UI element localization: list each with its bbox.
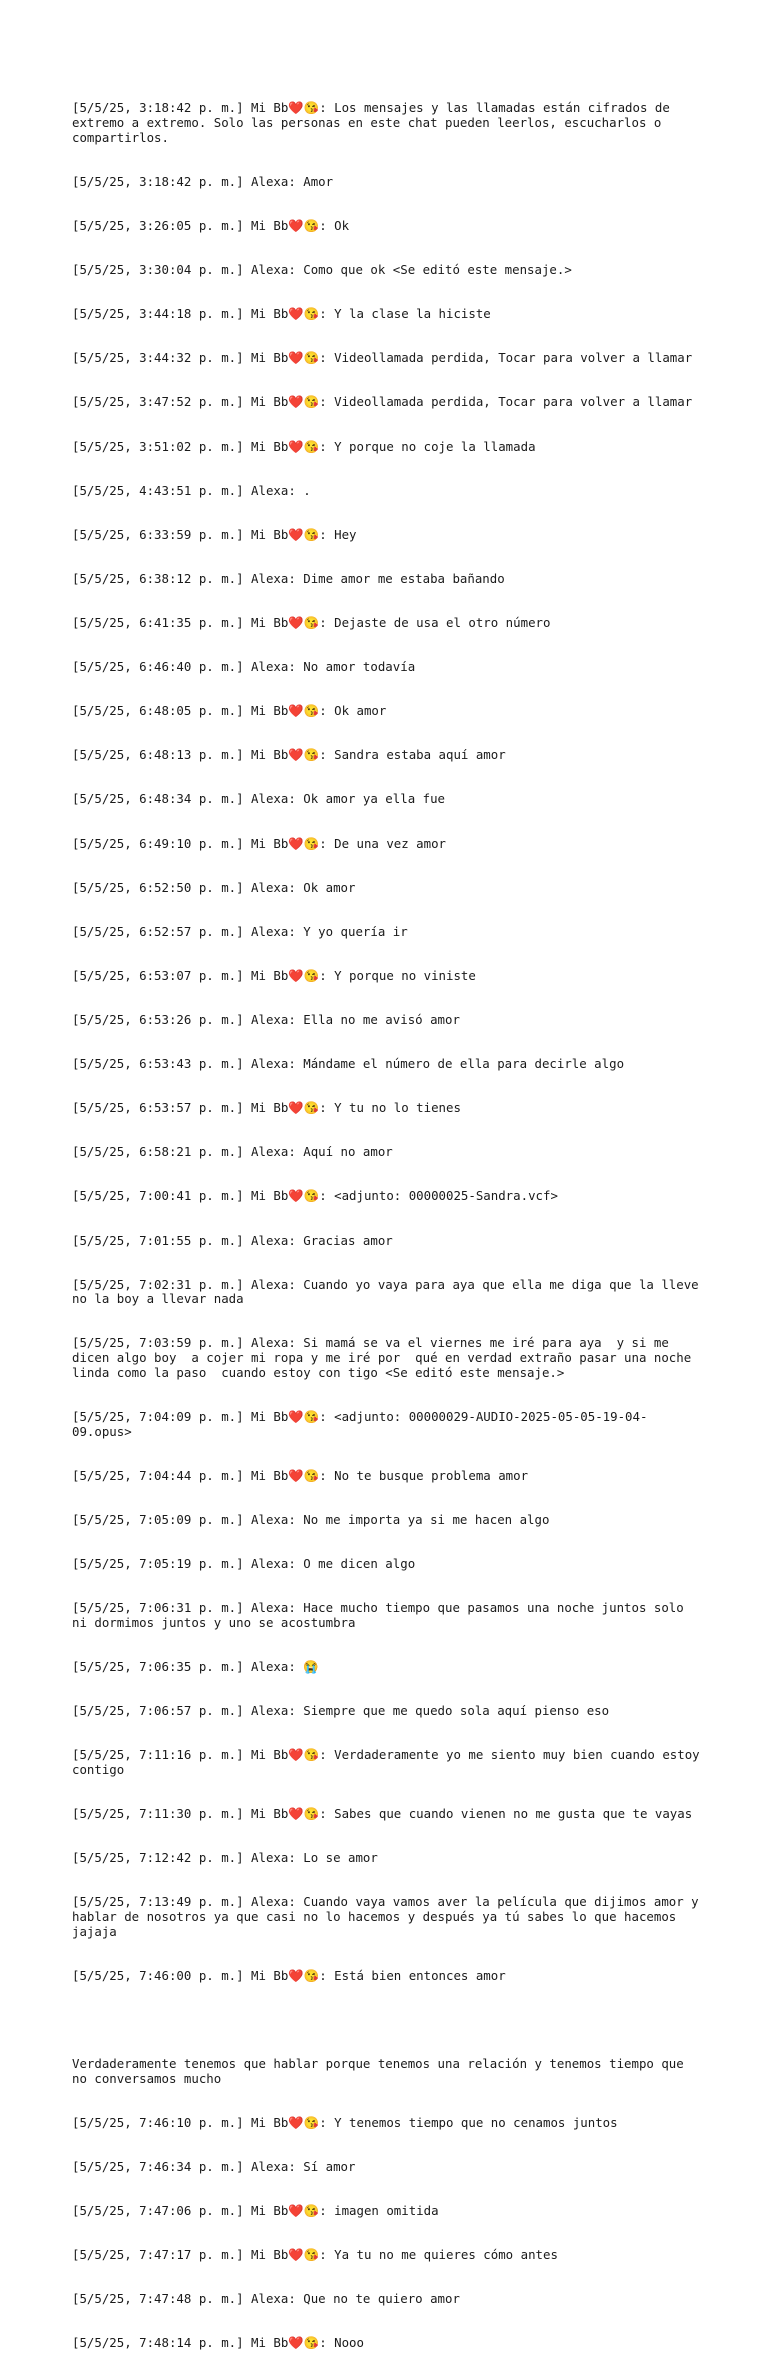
message-line: [5/5/25, 3:30:04 p. m.] Alexa: Como que ok <Se editó este mensaje.> bbox=[72, 262, 572, 278]
message-line: [5/5/25, 6:53:07 p. m.] Mi Bb❤️😘: Y porque no viniste bbox=[72, 967, 476, 983]
message-line: [5/5/25, 7:06:57 p. m.] Alexa: Siempre que me quedo sola aquí pienso eso bbox=[72, 1703, 610, 1719]
message-line: [5/5/25, 7:06:35 p. m.] Alexa: 😭 bbox=[72, 1658, 319, 1674]
message-line: [5/5/25, 7:00:41 p. m.] Mi Bb❤️😘: <adjunto: 00000025-Sandra.vcf> bbox=[72, 1188, 558, 1204]
message-line: [5/5/25, 7:01:55 p. m.] Alexa: Gracias amor bbox=[72, 1232, 393, 1248]
message-line: [5/5/25, 6:52:57 p. m.] Alexa: Y yo quería ir bbox=[72, 923, 408, 939]
message-line: [5/5/25, 6:52:50 p. m.] Alexa: Ok amor bbox=[72, 879, 356, 895]
message-line: [5/5/25, 7:11:30 p. m.] Mi Bb❤️😘: Sabes que cuando vienen no me gusta que te vayas bbox=[72, 1805, 693, 1821]
message-line: [5/5/25, 7:48:14 p. m.] Mi Bb❤️😘: Nooo bbox=[72, 2335, 364, 2351]
message-line: [5/5/25, 6:46:40 p. m.] Alexa: No amor todavía bbox=[72, 659, 416, 675]
message-line: [5/5/25, 7:03:59 p. m.] Alexa: Si mamá se va el viernes me iré para aya y si me dicen algo boy a cojer mi ropa y me iré por qué en verdad extraño pasar una noche linda como la paso cuando estoy con tigo <Se editó este mensaje.> bbox=[72, 1335, 699, 1380]
message-line: [5/5/25, 4:43:51 p. m.] Alexa: . bbox=[72, 482, 311, 498]
message-line: [5/5/25, 3:47:52 p. m.] Mi Bb❤️😘: Videollamada perdida, Tocar para volver a llamar bbox=[72, 394, 693, 410]
message-line: [5/5/25, 7:47:17 p. m.] Mi Bb❤️😘: Ya tu no me quieres cómo antes bbox=[72, 2247, 558, 2263]
message-line: [5/5/25, 7:46:34 p. m.] Alexa: Sí amor bbox=[72, 2158, 356, 2174]
message-line: [5/5/25, 7:04:44 p. m.] Mi Bb❤️😘: No te busque problema amor bbox=[72, 1467, 529, 1483]
message-continuation: Verdaderamente tenemos que hablar porque tenemos una relación y tenemos tiempo que no conversamos mucho bbox=[72, 2055, 692, 2086]
message-line: [5/5/25, 6:49:10 p. m.] Mi Bb❤️😘: De una vez amor bbox=[72, 835, 447, 851]
message-line: [5/5/25, 6:53:57 p. m.] Mi Bb❤️😘: Y tu no lo tienes bbox=[72, 1100, 461, 1116]
message-line: [5/5/25, 3:44:32 p. m.] Mi Bb❤️😘: Videollamada perdida, Tocar para volver a llamar bbox=[72, 350, 693, 366]
message-line: [5/5/25, 6:38:12 p. m.] Alexa: Dime amor me estaba bañando bbox=[72, 570, 505, 586]
message-line: [5/5/25, 7:06:31 p. m.] Alexa: Hace mucho tiempo que pasamos una noche juntos solo ni dormimos juntos y uno se acostumbra bbox=[72, 1600, 692, 1630]
message-line: [5/5/25, 7:47:48 p. m.] Alexa: Que no te quiero amor bbox=[72, 2291, 460, 2307]
message-line: [5/5/25, 7:04:09 p. m.] Mi Bb❤️😘: <adjunto: 00000029-AUDIO-2025-05-05-19-04-09.opus> bbox=[72, 1408, 648, 1439]
message-line: [5/5/25, 6:48:13 p. m.] Mi Bb❤️😘: Sandra estaba aquí amor bbox=[72, 747, 506, 763]
message-line: [5/5/25, 3:51:02 p. m.] Mi Bb❤️😘: Y porque no coje la llamada bbox=[72, 438, 536, 454]
message-line: [5/5/25, 6:41:35 p. m.] Mi Bb❤️😘: Dejaste de usa el otro número bbox=[72, 615, 551, 631]
message-line: [5/5/25, 6:58:21 p. m.] Alexa: Aquí no amor bbox=[72, 1144, 393, 1160]
message-line: [5/5/25, 3:26:05 p. m.] Mi Bb❤️😘: Ok bbox=[72, 218, 350, 234]
message-line: [5/5/25, 6:53:26 p. m.] Alexa: Ella no me avisó amor bbox=[72, 1012, 460, 1027]
message-line: [5/5/25, 3:18:42 p. m.] Alexa: Amor bbox=[72, 173, 334, 189]
message-line: [5/5/25, 6:53:43 p. m.] Alexa: Mándame el número de ella para decirle algo bbox=[72, 1056, 625, 1072]
message-line: [5/5/25, 3:18:42 p. m.] Mi Bb❤️😘: Los mensajes y las llamadas están cifrados de extremo a extremo. Solo las personas en este chat pueden leerlos, escucharlos o compartirlos. bbox=[72, 100, 678, 145]
message-line: [5/5/25, 7:13:49 p. m.] Alexa: Cuando vaya vamos aver la película que dijimos amor y hablar de nosotros ya que casi no lo hacemos y después ya tú sabes lo que hacemos jajaja bbox=[72, 1894, 707, 1939]
message-line: [5/5/25, 6:48:34 p. m.] Alexa: Ok amor ya ella fue bbox=[72, 791, 445, 807]
message-line: [5/5/25, 3:44:18 p. m.] Mi Bb❤️😘: Y la clase la hiciste bbox=[72, 306, 491, 322]
message-line: [5/5/25, 7:47:06 p. m.] Mi Bb❤️😘: imagen omitida bbox=[72, 2202, 439, 2218]
message-line: [5/5/25, 7:11:16 p. m.] Mi Bb❤️😘: Verdaderamente yo me siento muy bien cuando estoy contigo bbox=[72, 1747, 708, 1777]
message-line: [5/5/25, 7:02:31 p. m.] Alexa: Cuando yo vaya para aya que ella me diga que la lleve no la boy a llevar nada bbox=[72, 1276, 707, 1307]
chat-transcript bbox=[72, 72, 708, 2366]
message-line: [5/5/25, 7:46:00 p. m.] Mi Bb❤️😘: Está bien entonces amor bbox=[72, 1967, 506, 1983]
message-line: [5/5/25, 6:33:59 p. m.] Mi Bb❤️😘: Hey bbox=[72, 526, 357, 542]
message-line: [5/5/25, 7:12:42 p. m.] Alexa: Lo se amor bbox=[72, 1850, 378, 1866]
message-line: [5/5/25, 7:46:10 p. m.] Mi Bb❤️😘: Y tenemos tiempo que no cenamos juntos bbox=[72, 2114, 618, 2130]
message-line: [5/5/25, 7:05:19 p. m.] Alexa: O me dicen algo bbox=[72, 1556, 416, 1572]
blank-line bbox=[72, 2013, 702, 2028]
message-line: [5/5/25, 6:48:05 p. m.] Mi Bb❤️😘: Ok amor bbox=[72, 703, 387, 719]
message-line: [5/5/25, 7:05:09 p. m.] Alexa: No me importa ya si me hacen algo bbox=[72, 1511, 550, 1527]
